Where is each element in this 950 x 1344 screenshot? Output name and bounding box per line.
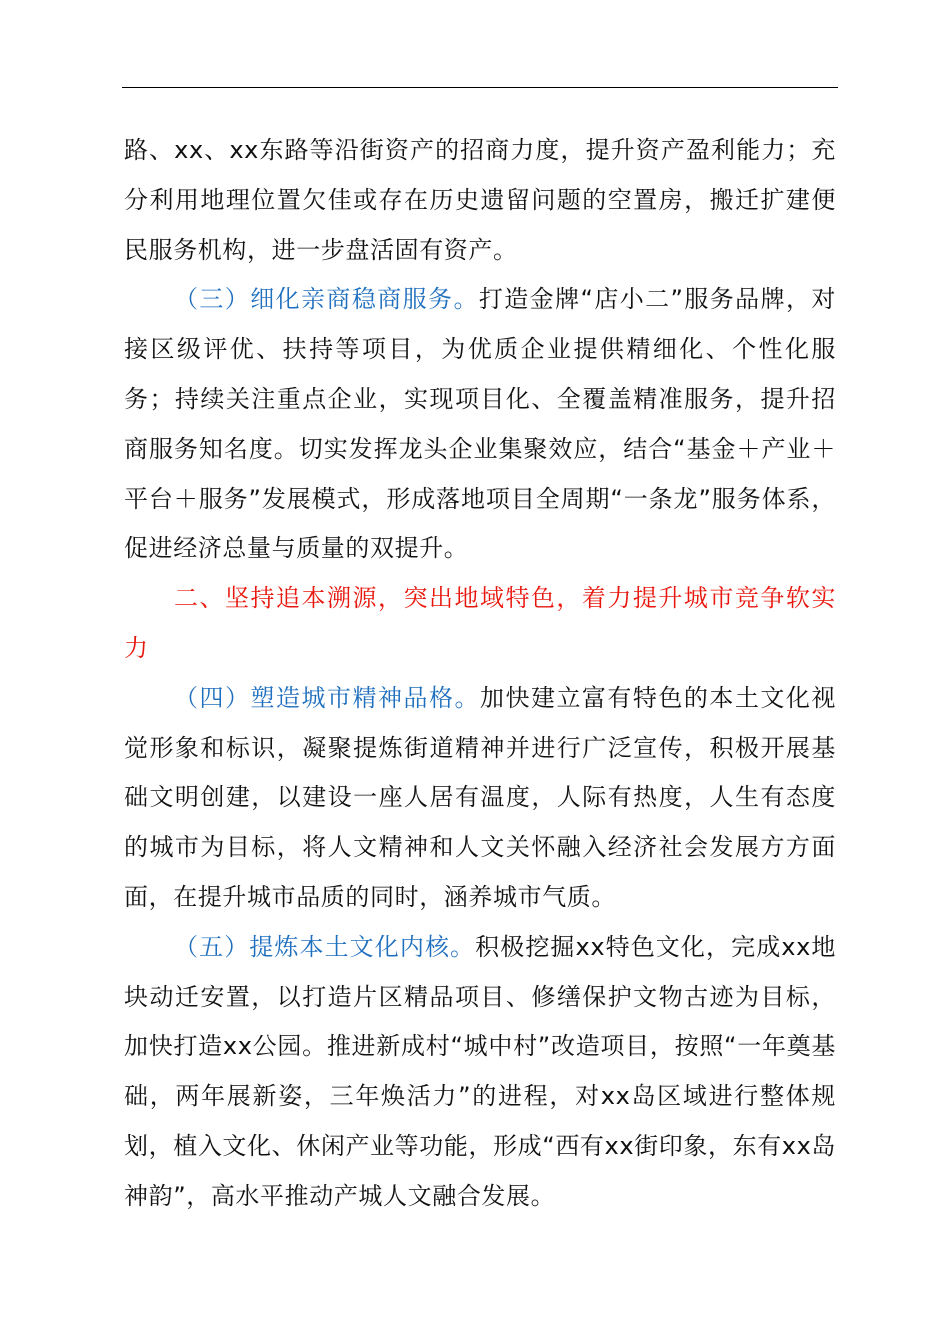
header-rule xyxy=(122,87,838,88)
paragraph-text: 加快建立富有特色的本土文化视觉形象和标识，凝聚提炼街道精神并进行广泛宣传，积极开展基础文明创建，以建设一座人居有温度，人际有热度，人生有态度的城市为目标，将人文精神和人文关怀融入经济社会发展方方面面，在提升城市品质的同时，涵养城市气质。 xyxy=(124,683,836,911)
paragraph-5 xyxy=(124,923,836,1222)
paragraph-text: 打造金牌“店小二”服务品牌，对接区级评优、扶持等项目，为优质企业提供精细化、个性化服务；持续关注重点企业，实现项目化、全覆盖精准服务，提升招商服务知名度。切实发挥龙头企业集聚效应，结合“基金＋产业＋平台＋服务”发展模式，形成落地项目全周期“一条龙”服务体系，促进经济总量与质量的双提升。 xyxy=(124,285,836,563)
paragraph-4 xyxy=(124,674,836,923)
paragraph-text: 路、xx、xx东路等沿街资产的招商力度，提升资产盈利能力；充分利用地理位置欠佳或存在历史遗留问题的空置房，搬迁扩建便民服务机构，进一步盘活固有资产。 xyxy=(124,136,836,264)
subsection-heading-4: （四）塑造城市精神品格。 xyxy=(174,683,480,712)
subsection-heading-5: （五）提炼本土文化内核。 xyxy=(174,932,476,961)
paragraph-continued xyxy=(124,126,836,275)
subsection-heading-3: （三）细化亲商稳商服务。 xyxy=(174,285,479,314)
paragraph-text: 积极挖掘xx特色文化，完成xx地块动迁安置，以打造片区精品项目、修缮保护文物古迹为目标，加快打造xx公园。推进新成村“城中村”改造项目，按照“一年奠基础，两年展新姿，三年焕活力”的进程，对xx岛区域进行整体规划，植入文化、休闲产业等功能，形成“西有xx街印象，东有xx岛神韵”，高水平推动产城人文融合发展。 xyxy=(124,932,836,1210)
document-body xyxy=(124,126,836,1222)
paragraph-3 xyxy=(124,275,836,574)
section-title-2: 二、坚持追本溯源，突出地域特色，着力提升城市竞争软实力 xyxy=(124,584,836,662)
